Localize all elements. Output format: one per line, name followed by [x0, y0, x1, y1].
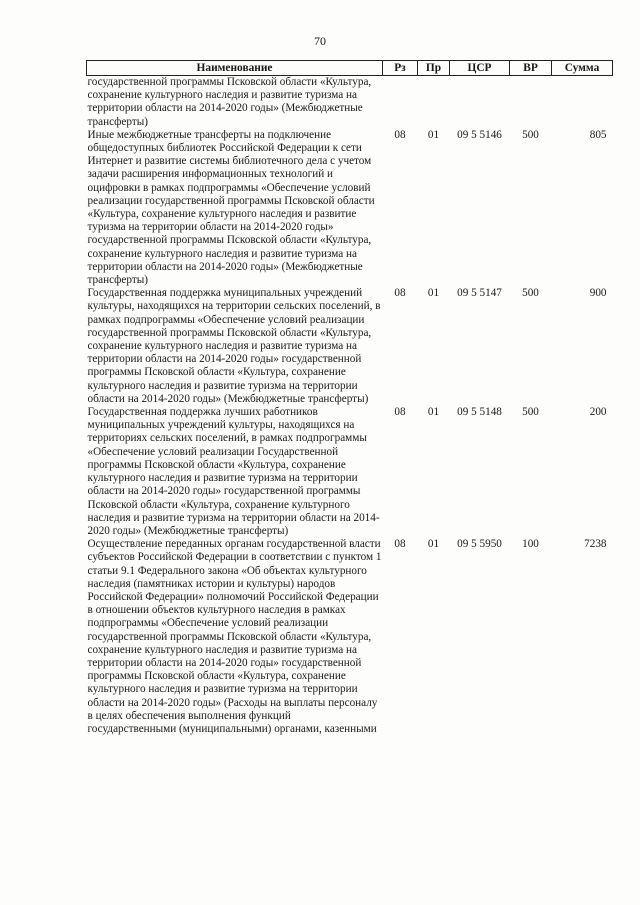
- table-row: [87, 287, 613, 406]
- row-csr: 09 5 5146: [457, 128, 502, 141]
- table-header-row: [87, 61, 613, 76]
- table-row: [87, 538, 613, 736]
- row-rz: 08: [394, 406, 406, 419]
- row-csr: [450, 76, 510, 129]
- row-sum: 7238: [584, 538, 607, 551]
- row-vr: 100: [522, 538, 539, 551]
- row-vr: 500: [522, 287, 539, 300]
- table-row: [87, 406, 613, 538]
- row-csr: 09 5 5147: [457, 287, 502, 300]
- table-row: [87, 129, 613, 287]
- row-pr: 01: [427, 128, 440, 141]
- row-csr: 09 5 5950: [457, 538, 502, 551]
- row-pr: [418, 76, 450, 129]
- row-sum: 200: [589, 406, 607, 419]
- table-row: [87, 76, 613, 129]
- row-rz: 08: [394, 128, 406, 141]
- row-name: Осуществление переданных органам государственной власти субъектов Российской Федерации в соответствии с пунктом 1 статьи 9.1 Федерального закона «Об объектах культурного наследия (памятниках истории и культуры) народов Российской Федерации» полномочий Российской Федерации в отношении объектов культурного наследия в рамках подпрограммы «Обеспечение условий реализации государственной программы Псковской области «Культура, сохранение культурного наследия и развитие туризма на территории области на 2014-2020 годы» государственной программы Псковской области «Культура, сохранение культурного наследия и развитие туризма на территории области на 2014-2020 годы» (Расходы на выплаты персоналу в целях обеспечения выполнения функций государственными (муниципальными) органами, казенными: [87, 538, 382, 735]
- row-name: Иные межбюджетные трансферты на подключение общедоступных библиотек Российской Федерации к сети Интернет и развитие системы библиотечного дела с учетом задачи расширения информационных технологий и оцифровки в рамках подпрограммы «Обеспечение условий реализации государственной программы Псковской области «Культура, сохранение культурного наследия и развитие туризма на территории области на 2014-2020 годы» государственной программы Псковской области «Культура, сохранение культурного наследия и развитие туризма на территории области на 2014-2020 годы» (Межбюджетные трансферты): [87, 128, 375, 287]
- row-name: государственной программы Псковской области «Культура, сохранение культурного наследия и развитие туризма на территории области на 2014-2020 годы» (Межбюджетные трансферты): [87, 76, 372, 128]
- header-rz: Рз: [383, 61, 418, 76]
- row-vr: 500: [522, 406, 539, 419]
- row-csr: 09 5 5148: [457, 406, 502, 419]
- row-pr: 01: [427, 538, 440, 551]
- header-sum: Сумма: [552, 61, 613, 76]
- row-name: Государственная поддержка лучших работников муниципальных учреждений культуры, находящихся на территориях сельских поселений, в рамках подпрограммы «Обеспечение условий реализации Государственной программы Псковской области «Культура, сохранение культурного наследия и развитие туризма на территории области на 2014-2020 годы» государственной программы Псковской области «Культура, сохранение культурного наследия и развитие туризма на территории области на 2014-2020 годы» (Межбюджетные трансферты): [87, 406, 380, 537]
- budget-table: [86, 60, 613, 736]
- header-vr: ВР: [510, 61, 552, 76]
- header-csr: ЦСР: [450, 61, 510, 76]
- row-name: Государственная поддержка муниципальных учреждений культуры, находящихся на территории сельских поселений, в рамках подпрограммы «Обеспечение условий реализации государственной программы Псковской области «Культура, сохранение культурного наследия и развитие туризма на территории области на 2014-2020 годы» государственной программы Псковской области «Культура, сохранение культурного наследия и развитие туризма на территории области на 2014-2020 годы» (Межбюджетные трансферты): [87, 287, 381, 405]
- row-sum: 900: [589, 287, 607, 300]
- page-number: 70: [314, 34, 326, 48]
- row-pr: 01: [427, 406, 440, 419]
- row-sum: [552, 76, 613, 129]
- row-vr: 500: [522, 128, 539, 141]
- row-sum: 805: [589, 128, 607, 141]
- header-name: Наименование: [87, 61, 383, 76]
- header-pr: Пр: [418, 61, 450, 76]
- row-pr: 01: [427, 287, 440, 300]
- row-rz: 08: [394, 287, 406, 300]
- row-rz: [383, 76, 418, 129]
- row-vr: [510, 76, 552, 129]
- row-rz: 08: [394, 538, 406, 551]
